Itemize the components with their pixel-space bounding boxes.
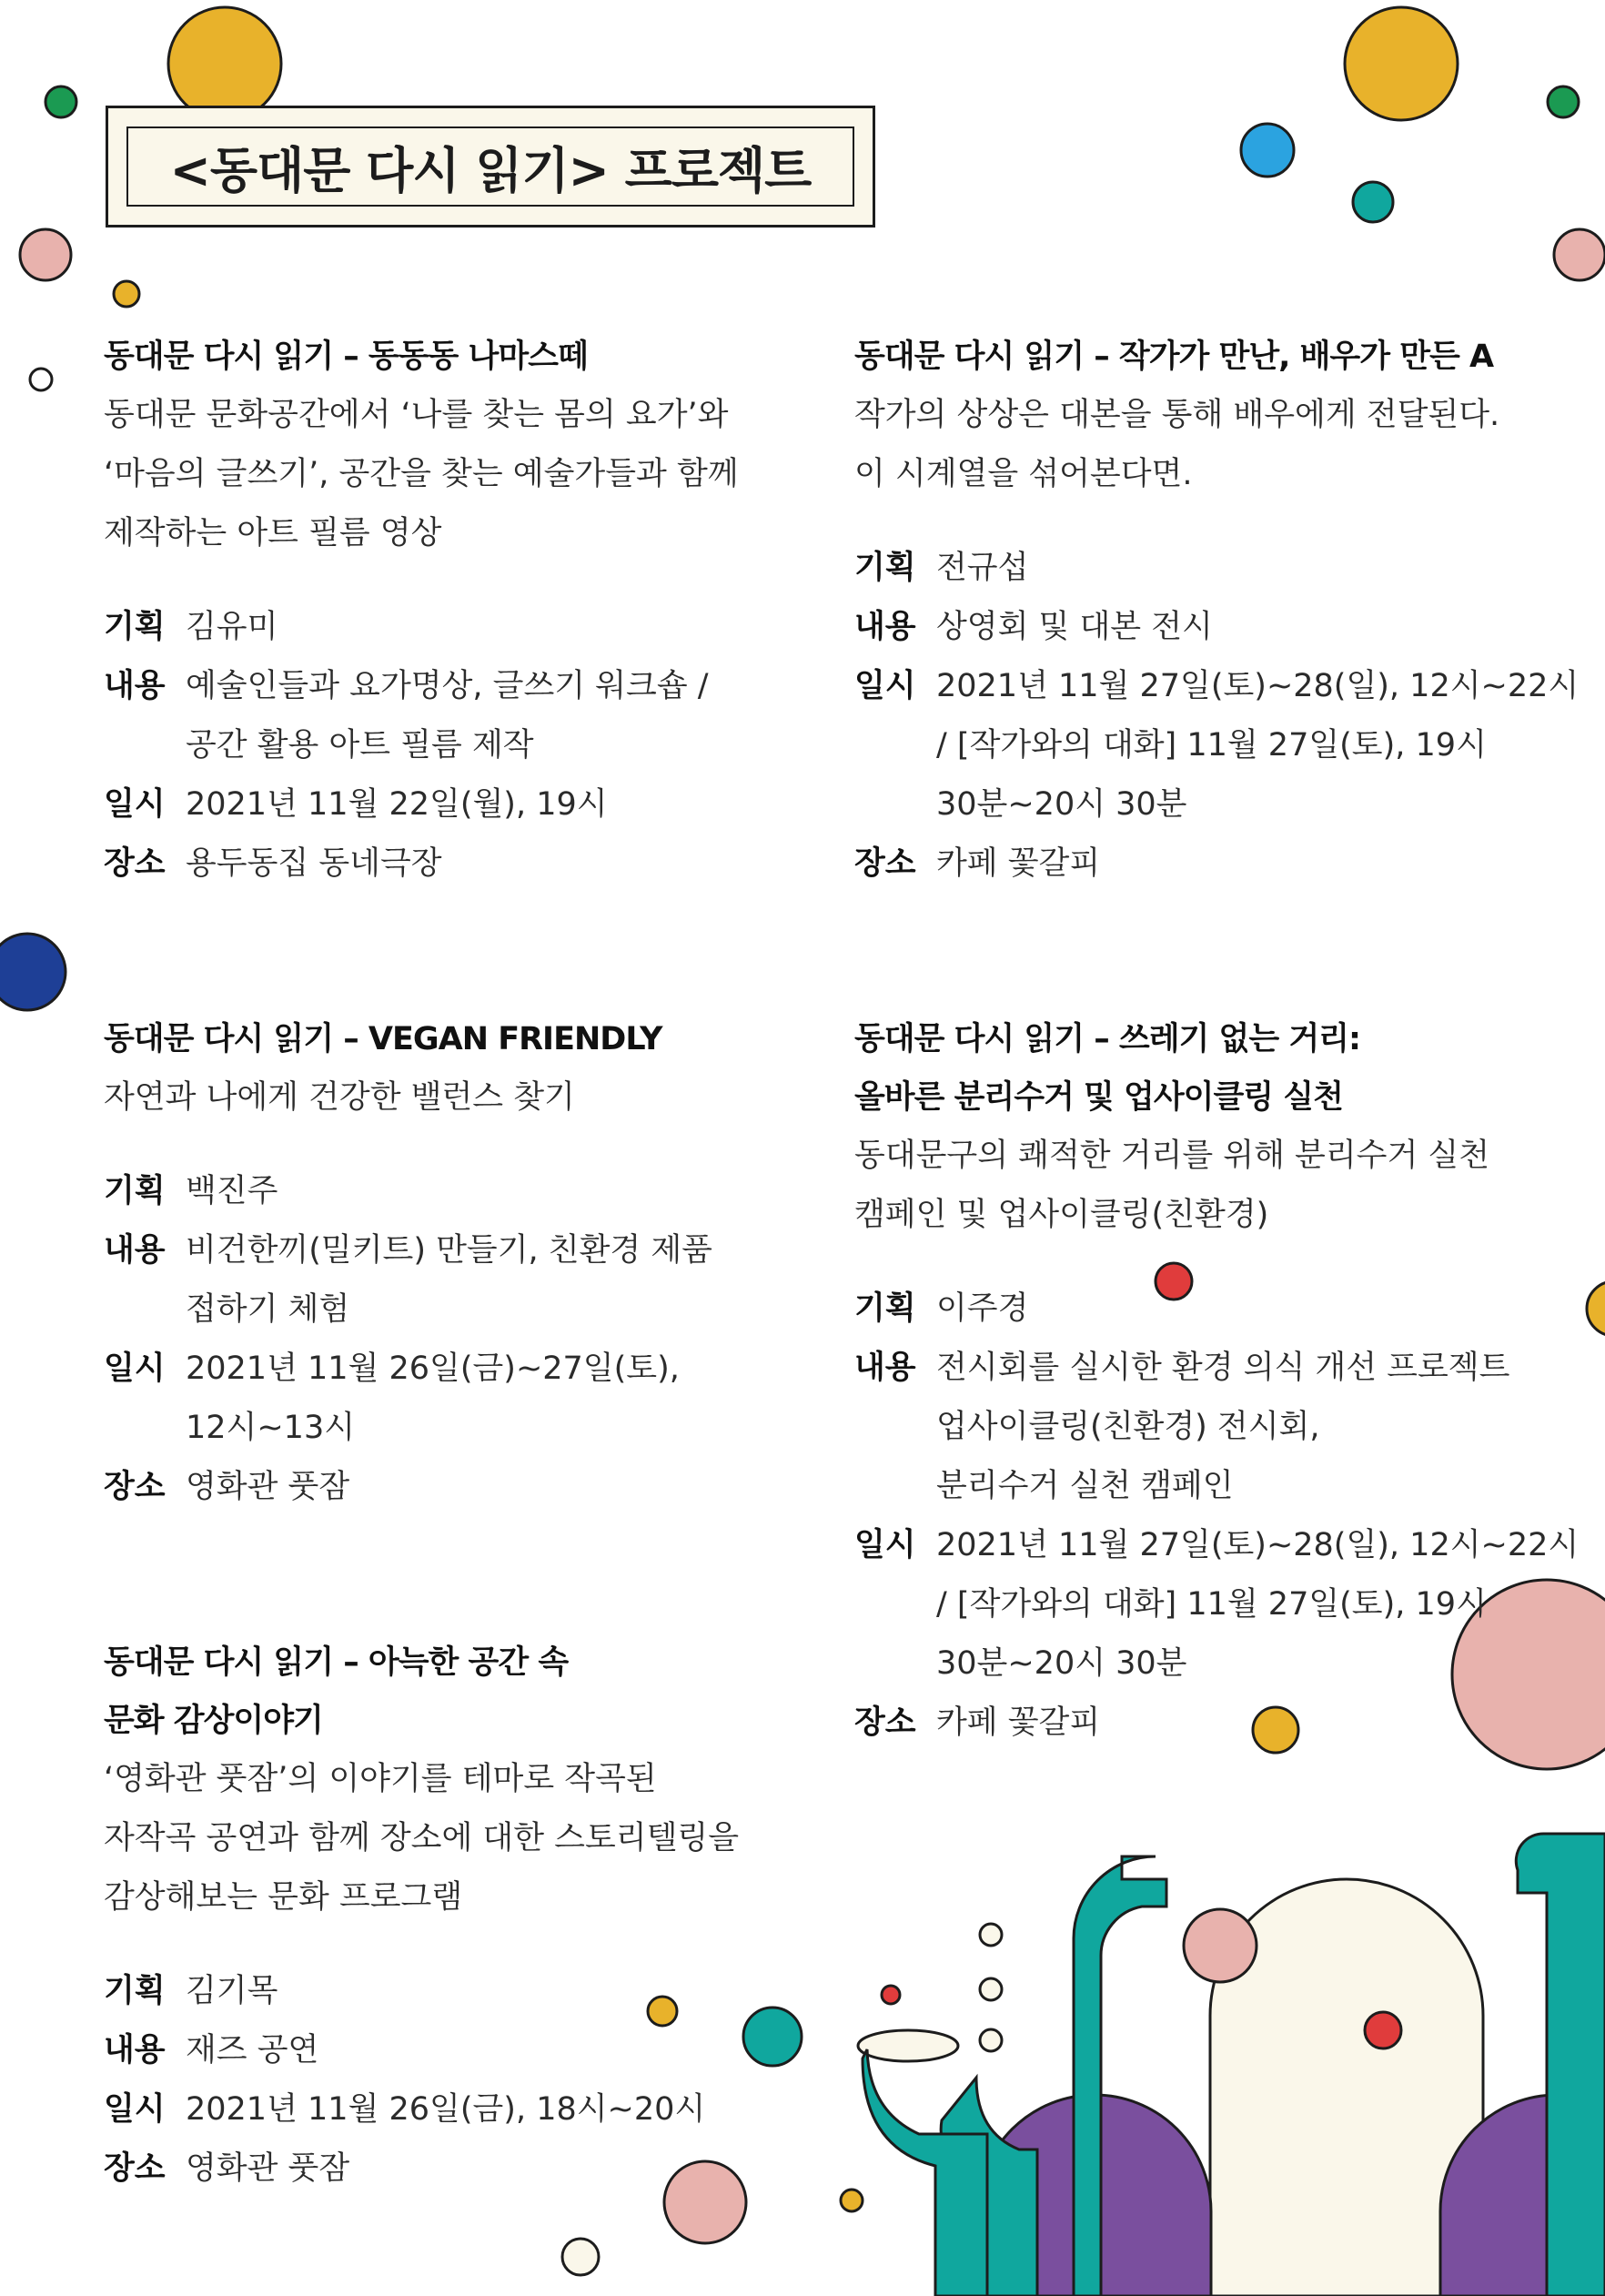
info-values-plan: [936, 539, 1028, 598]
project-block: [104, 1010, 712, 1517]
info-rows: [104, 598, 739, 894]
info-value: 2021년 11월 27일(토)~28(일), 12시~22시: [936, 668, 1580, 704]
info-value: 12시~13시: [186, 1410, 356, 1446]
info-value: 카페 꽃갈피: [936, 845, 1101, 882]
info-value: 전규섭: [936, 550, 1029, 586]
red-dot: [1365, 2012, 1401, 2048]
info-value: 용두동집 동네극장: [186, 845, 442, 882]
project-title: 동대문 다시 읽기 – 동동동 나마스떼: [104, 339, 588, 375]
pink-circle: [1184, 1909, 1257, 1982]
info-label-content: 내용: [854, 1350, 916, 1386]
info-row-plan: [104, 1162, 712, 1221]
info-values-content: [936, 598, 1213, 657]
navy-circle: [0, 934, 66, 1010]
info-value: 접하기 체험: [186, 1291, 350, 1328]
info-value: 2021년 11월 22일(월), 19시: [186, 786, 608, 823]
pink-circle: [20, 229, 71, 280]
info-values-date: [186, 2080, 705, 2139]
info-label-place: 장소: [104, 1469, 166, 1505]
info-row-date: [854, 657, 1579, 834]
info-label-date: 일시: [854, 1527, 916, 1563]
info-value: 예술인들과 요가명상, 글쓰기 워크숍 /: [186, 668, 709, 704]
info-value: 공간 활용 아트 필름 제작: [186, 727, 534, 764]
info-value: 업사이클링(친환경) 전시회,: [936, 1409, 1320, 1445]
info-value: 2021년 11월 26일(금), 18시~20시: [186, 2091, 706, 2128]
info-row-content: [104, 2021, 739, 2080]
info-row-place: [104, 1458, 712, 1517]
info-value: 김기목: [186, 1973, 278, 2009]
info-value: 영화관 풋잠: [186, 1469, 350, 1505]
white-dot: [30, 369, 52, 390]
project-title: 동대문 다시 읽기 – 작가가 만난, 배우가 만든 A: [854, 339, 1494, 375]
saxophone-key-icon: [980, 2029, 1002, 2051]
info-row-place: [854, 834, 1579, 894]
info-value: 2021년 11월 26일(금)~27일(토),: [186, 1350, 680, 1387]
info-label-date: 일시: [104, 1350, 166, 1387]
info-row-date: [104, 775, 739, 834]
info-value: 재즈 공연: [186, 2032, 319, 2068]
info-values-content: [186, 657, 709, 775]
project-title: 올바른 분리수거 및 업사이클링 실천: [854, 1079, 1343, 1116]
info-value: 김유미: [186, 609, 278, 645]
info-label-place: 장소: [854, 1704, 916, 1741]
info-values-plan: [186, 1162, 278, 1221]
info-value: 2021년 11월 27일(토)~28(일), 12시~22시: [936, 1527, 1580, 1563]
project-description: 이 시계열을 섞어본다면.: [854, 456, 1193, 492]
info-value: 영화관 풋잠: [186, 2150, 350, 2187]
project-title: 동대문 다시 읽기 – VEGAN FRIENDLY: [104, 1021, 662, 1057]
project-description: 작가의 상상은 대본을 통해 배우에게 전달된다.: [854, 397, 1500, 433]
info-values-plan: [186, 1962, 278, 2021]
info-row-content: [104, 657, 739, 775]
info-row-date: [104, 2080, 739, 2139]
project-block: [854, 328, 1579, 894]
saxophone-bell-icon: [858, 2030, 958, 2061]
info-row-place: [104, 834, 739, 894]
project-description: 감상해보는 문화 프로그램: [104, 1879, 463, 1916]
project-title: 동대문 다시 읽기 – 쓰레기 없는 거리:: [854, 1021, 1360, 1057]
green-dot: [1548, 86, 1579, 117]
info-value: 30분~20시 30분: [936, 786, 1187, 823]
info-value: 분리수거 실천 캠페인: [936, 1468, 1234, 1504]
info-values-place: [186, 1458, 349, 1517]
teal-circle: [743, 2008, 802, 2066]
info-label-date: 일시: [104, 2091, 166, 2128]
info-label-place: 장소: [104, 845, 166, 882]
saxophone-key-icon: [980, 1924, 1002, 1946]
info-row-plan: [104, 1962, 739, 2021]
info-row-place: [104, 2139, 739, 2199]
info-row-plan: [854, 1279, 1579, 1339]
yellow-dot: [841, 2190, 863, 2211]
project-title: 문화 감상이야기: [104, 1703, 323, 1739]
project-block: [854, 1010, 1579, 1753]
info-row-plan: [854, 539, 1579, 598]
info-row-date: [854, 1516, 1579, 1694]
project-description: ‘마음의 글쓰기’, 공간을 찾는 예술가들과 함께: [104, 456, 739, 492]
info-value: 전시회를 실시한 환경 의식 개선 프로젝트: [936, 1350, 1510, 1386]
info-value: 상영회 및 대본 전시: [936, 609, 1213, 645]
pink-circle: [1554, 229, 1605, 280]
info-values-content: [936, 1339, 1509, 1516]
info-label-content: 내용: [104, 2032, 166, 2068]
project-description: 자연과 나에게 건강한 밸런스 찾기: [104, 1079, 575, 1116]
info-value: 이주경: [936, 1290, 1029, 1327]
info-values-place: [186, 834, 442, 894]
info-values-content: [186, 1221, 712, 1340]
info-value: 카페 꽃갈피: [936, 1704, 1101, 1741]
yellow-circle: [1587, 1281, 1605, 1336]
saxophone-key-icon: [980, 1978, 1002, 2000]
info-row-date: [104, 1340, 712, 1458]
info-value: / [작가와의 대화] 11월 27일(토), 19시: [936, 1586, 1487, 1623]
info-values-plan: [936, 1279, 1028, 1339]
project-description: ‘영화관 풋잠’의 이야기를 테마로 작곡된: [104, 1761, 657, 1797]
project-description: 제작하는 아트 필름 영상: [104, 515, 442, 551]
info-row-plan: [104, 598, 739, 657]
info-values-date: [186, 1340, 680, 1458]
teal-circle: [1353, 182, 1393, 222]
blue-circle: [1241, 124, 1294, 177]
info-row-content: [854, 1339, 1579, 1516]
info-values-date: [186, 775, 608, 834]
info-value: 백진주: [186, 1173, 278, 1209]
info-label-date: 일시: [104, 786, 166, 823]
project-description: 자작곡 공연과 함께 장소에 대한 스토리텔링을: [104, 1820, 740, 1856]
info-label-plan: 기획: [854, 1290, 916, 1327]
info-row-place: [854, 1694, 1579, 1753]
info-row-content: [104, 1221, 712, 1340]
project-title: 동대문 다시 읽기 – 아늑한 공간 속: [104, 1644, 569, 1681]
info-row-content: [854, 598, 1579, 657]
info-value: / [작가와의 대화] 11월 27일(토), 19시: [936, 727, 1487, 764]
title-box: [106, 106, 875, 228]
info-label-plan: 기획: [104, 609, 166, 645]
project-block: [104, 328, 739, 894]
page-title: <동대문 다시 읽기> 프로젝트: [169, 141, 812, 199]
info-values-content: [186, 2021, 318, 2080]
info-values-place: [186, 2139, 349, 2199]
cream-dot: [562, 2239, 599, 2275]
info-label-plan: 기획: [104, 1973, 166, 2009]
info-label-plan: 기획: [104, 1173, 166, 1209]
info-rows: [104, 1962, 739, 2199]
info-label-content: 내용: [104, 668, 166, 704]
info-label-content: 내용: [104, 1232, 166, 1269]
project-description: 캠페인 및 업사이클링(친환경): [854, 1197, 1269, 1233]
info-label-date: 일시: [854, 668, 916, 704]
info-rows: [854, 1279, 1579, 1753]
yellow-circle: [168, 7, 281, 120]
info-value: 비건한끼(밀키트) 만들기, 친환경 제품: [186, 1232, 712, 1269]
info-rows: [104, 1162, 712, 1517]
info-values-date: [936, 1516, 1579, 1694]
red-dot: [882, 1986, 900, 2004]
project-description: 동대문구의 쾌적한 거리를 위해 분리수거 실천: [854, 1138, 1490, 1174]
info-label-content: 내용: [854, 609, 916, 645]
yellow-dot: [114, 281, 139, 307]
info-value: 30분~20시 30분: [936, 1645, 1187, 1682]
info-label-place: 장소: [854, 845, 916, 882]
project-block: [104, 1633, 739, 2199]
info-values-date: [936, 657, 1579, 834]
yellow-circle: [1345, 7, 1458, 120]
project-description: 동대문 문화공간에서 ‘나를 찾는 몸의 요가’와: [104, 397, 729, 433]
info-label-place: 장소: [104, 2150, 166, 2187]
info-label-plan: 기획: [854, 550, 916, 586]
info-values-place: [936, 834, 1100, 894]
info-values-plan: [186, 598, 278, 657]
title-inner-frame: [126, 126, 854, 207]
info-values-place: [936, 1694, 1100, 1753]
green-dot: [45, 86, 76, 117]
info-rows: [854, 539, 1579, 894]
